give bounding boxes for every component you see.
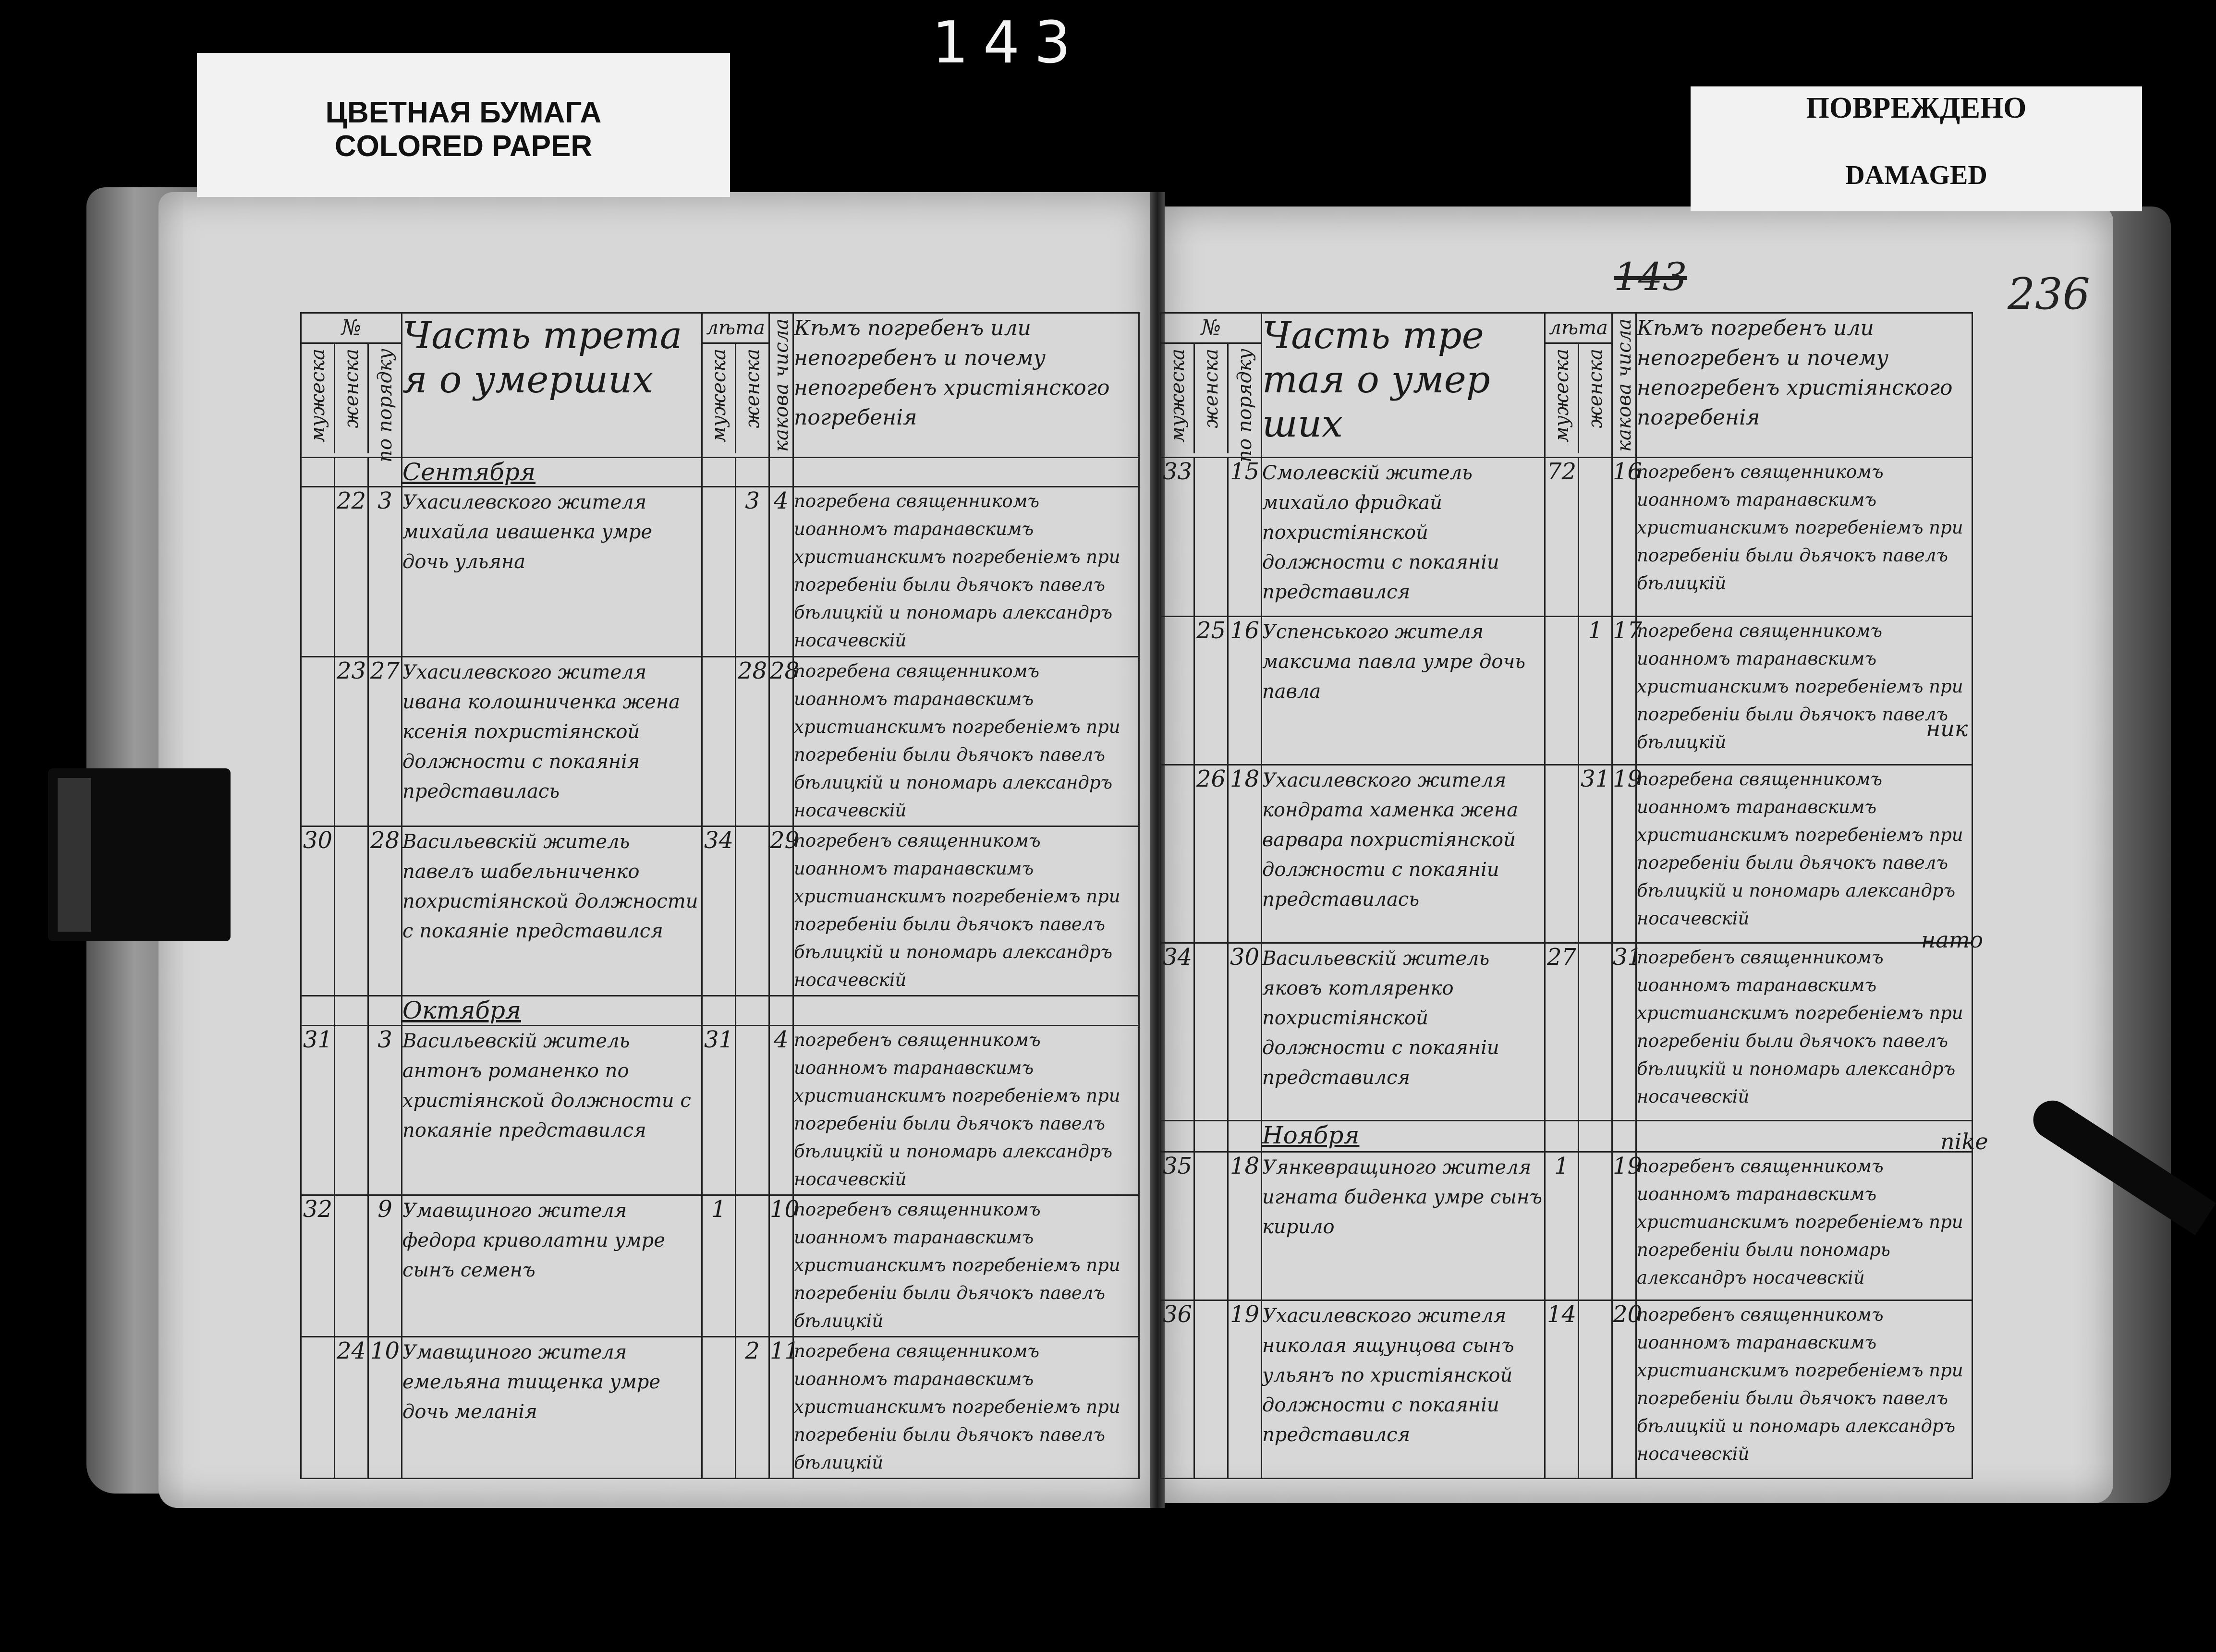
month-cell-no xyxy=(301,457,335,486)
burial-description: погребена священникомъ иоанномъ таранавскимъ христианскимъ погребеніемъ при погребеніи были дьячокъ павелъ бѣлицкій и пономарь александръ носачевскій xyxy=(793,487,1139,656)
burial-header: Кѣмъ погребенъ или непогребенъ и почему непогребенъ христіянского погребенія xyxy=(1636,313,1972,458)
ledger-body-left xyxy=(301,457,1139,1478)
age-female xyxy=(736,1195,769,1337)
month-cell-burial xyxy=(793,457,1139,486)
month-label: Октября xyxy=(402,996,702,1025)
burial-description: погребенъ священникомъ иоанномъ таранавскимъ христианскимъ погребеніемъ при погребеніи были дьячокъ павелъ бѣлицкій и пономарь александръ носачевскій xyxy=(1636,943,1972,1121)
label-left-en: COLORED PAPER xyxy=(334,130,593,163)
month-cell-age xyxy=(736,457,769,486)
female-col-header: женска xyxy=(340,349,363,428)
folio-new-number: 236 xyxy=(2008,269,2090,319)
male-number xyxy=(1161,616,1194,765)
age-male xyxy=(702,1336,736,1478)
label-left-ru: ЦВЕТНАЯ БУМАГА xyxy=(325,96,602,129)
female-number xyxy=(1194,943,1228,1121)
age-female-header: женска xyxy=(1584,349,1607,428)
male-number xyxy=(301,656,335,826)
table-row xyxy=(301,1336,1139,1478)
burial-description: погребена священникомъ иоанномъ таранавскимъ христианскимъ погребеніемъ при погребеніи были дьячокъ павелъ бѣлицкій и пономарь александръ носачевскій xyxy=(1636,765,1972,943)
male-number xyxy=(1161,765,1194,943)
order-number: 18 xyxy=(1228,765,1262,943)
label-right-ru: ПОВРЕЖДЕНО xyxy=(1806,92,2027,124)
burial-description: погребена священникомъ иоанномъ таранавскимъ христианскимъ погребеніемъ при погребеніи были дьячокъ павелъ бѣлицкій xyxy=(793,1336,1139,1478)
order-number: 28 xyxy=(368,826,402,996)
male-number: 34 xyxy=(1161,943,1194,1121)
burial-date: 4 xyxy=(769,487,793,656)
burial-description: погребенъ священникомъ иоанномъ таранавскимъ христианскимъ погребеніемъ при погребеніи были дьячокъ павелъ бѣлицкій и пономарь александръ носачевскій xyxy=(1636,1300,1972,1479)
folio-old-number: 143 xyxy=(1614,255,1687,299)
label-right-en: DAMAGED xyxy=(1845,160,1987,190)
burial-description: погребена священникомъ иоанномъ таранавскимъ христианскимъ погребеніемъ при погребеніи были дьячокъ павелъ бѣлицкій xyxy=(1636,616,1972,765)
female-col-header: женска xyxy=(1200,349,1222,428)
colored-paper-label xyxy=(197,53,730,197)
table-row xyxy=(1161,616,1972,765)
age-female xyxy=(1579,1152,1612,1300)
table-row xyxy=(301,487,1139,656)
ledger-table-left xyxy=(300,312,1140,1479)
male-col-header: мужеска xyxy=(1166,349,1189,443)
table-row xyxy=(1161,1300,1972,1479)
number-header xyxy=(301,313,402,462)
female-number: 22 xyxy=(335,487,368,656)
number-symbol: № xyxy=(1161,314,1261,344)
burial-description: погребенъ священникомъ иоанномъ таранавскимъ христианскимъ погребеніемъ при погребеніи были дьячокъ павелъ бѣлицкій и пономарь александръ носачевскій xyxy=(793,826,1139,996)
age-male xyxy=(702,656,736,826)
month-cell-date xyxy=(769,457,793,486)
male-col-header: мужеска xyxy=(306,349,329,443)
age-female: 3 xyxy=(736,487,769,656)
burial-date: 16 xyxy=(1612,457,1636,616)
age-male: 1 xyxy=(702,1195,736,1337)
burial-date: 29 xyxy=(769,826,793,996)
month-cell-age xyxy=(1579,1121,1612,1152)
age-female: 31 xyxy=(1579,765,1612,943)
month-label: Сентября xyxy=(402,457,702,486)
month-cell-no xyxy=(335,457,368,486)
month-cell-burial xyxy=(793,996,1139,1025)
order-number: 10 xyxy=(368,1336,402,1478)
age-female xyxy=(1579,943,1612,1121)
damaged-label xyxy=(1691,86,2142,211)
order-number: 30 xyxy=(1228,943,1262,1121)
deceased-description: Васильевскій житель павелъ шабельниченко похристіянской должности с покаяніе представился xyxy=(402,826,702,996)
burial-date: 28 xyxy=(769,656,793,826)
male-number: 30 xyxy=(301,826,335,996)
male-number: 35 xyxy=(1161,1152,1194,1300)
month-cell-date xyxy=(769,996,793,1025)
age-female-header: женска xyxy=(741,349,764,428)
male-number: 32 xyxy=(301,1195,335,1337)
ledger-body-right xyxy=(1161,457,1972,1478)
age-male: 1 xyxy=(1545,1152,1579,1300)
age-male-header: мужеска xyxy=(707,349,730,443)
age-male xyxy=(1545,765,1579,943)
male-number: 36 xyxy=(1161,1300,1194,1479)
month-cell-no xyxy=(1228,1121,1262,1152)
month-cell-age xyxy=(702,996,736,1025)
burial-description: погребена священникомъ иоанномъ таранавскимъ христианскимъ погребеніемъ при погребеніи были дьячокъ павелъ бѣлицкій и пономарь александръ носачевскій xyxy=(793,656,1139,826)
female-number xyxy=(335,1025,368,1195)
burial-description: погребенъ священникомъ иоанномъ таранавскимъ христианскимъ погребеніемъ при погребеніи были дьячокъ павелъ бѣлицкій xyxy=(793,1195,1139,1337)
page-number: 143 xyxy=(932,10,1085,76)
age-female xyxy=(736,826,769,996)
number-symbol: № xyxy=(302,314,401,344)
burial-description: погребенъ священникомъ иоанномъ таранавскимъ христианскимъ погребеніемъ при погребеніи были дьячокъ павелъ бѣлицкій и пономарь александръ носачевскій xyxy=(793,1025,1139,1195)
order-number: 3 xyxy=(368,487,402,656)
age-female: 1 xyxy=(1579,616,1612,765)
month-cell-no xyxy=(301,996,335,1025)
month-cell-no xyxy=(335,996,368,1025)
ledger-table-right xyxy=(1160,312,1973,1479)
table-row xyxy=(301,1195,1139,1337)
female-number xyxy=(335,1195,368,1337)
male-number xyxy=(301,487,335,656)
table-row xyxy=(1161,1152,1972,1300)
deceased-description: Успенського жителя максима павла умре дочь павла xyxy=(1262,616,1545,765)
order-number: 16 xyxy=(1228,616,1262,765)
margin-note: нато xyxy=(1921,927,1984,953)
female-number: 26 xyxy=(1194,765,1228,943)
age-female: 2 xyxy=(736,1336,769,1478)
table-row xyxy=(1161,943,1972,1121)
deceased-description: Ухасилевского жителя кондрата хаменка жена варвара похристіянской должности с покаяніи представилась xyxy=(1262,765,1545,943)
female-number xyxy=(335,826,368,996)
number-header xyxy=(1161,313,1262,462)
age-male xyxy=(702,487,736,656)
burial-date: 20 xyxy=(1612,1300,1636,1479)
female-number: 24 xyxy=(335,1336,368,1478)
order-number: 9 xyxy=(368,1195,402,1337)
order-number: 3 xyxy=(368,1025,402,1195)
age-label: лѣта xyxy=(703,314,768,344)
age-male: 31 xyxy=(702,1025,736,1195)
order-number: 15 xyxy=(1228,457,1262,616)
male-number: 31 xyxy=(301,1025,335,1195)
deceased-description: Васильевскій житель яковъ котляренко похристіянской должности с покаяніи представился xyxy=(1262,943,1545,1121)
margin-note: ник xyxy=(1926,716,1968,741)
order-number: 27 xyxy=(368,656,402,826)
month-cell-no xyxy=(1161,1121,1194,1152)
age-female xyxy=(1579,457,1612,616)
order-col-header: по порядку xyxy=(374,349,396,462)
female-number: 25 xyxy=(1194,616,1228,765)
month-label: Ноября xyxy=(1262,1121,1545,1152)
month-cell-burial xyxy=(1636,1121,1972,1152)
month-cell-no xyxy=(1194,1121,1228,1152)
month-cell-age xyxy=(736,996,769,1025)
burial-date: 17 xyxy=(1612,616,1636,765)
age-male: 72 xyxy=(1545,457,1579,616)
date-header xyxy=(769,313,793,458)
female-number xyxy=(1194,457,1228,616)
binder-clip-tab xyxy=(58,778,91,932)
deceased-description: Васильевскій житель антонъ романенко по христіянской должности с покаяніе представился xyxy=(402,1025,702,1195)
burial-description: погребенъ священникомъ иоанномъ таранавскимъ христианскимъ погребеніемъ при погребеніи были дьячокъ павелъ бѣлицкій xyxy=(1636,457,1972,616)
order-number: 18 xyxy=(1228,1152,1262,1300)
male-number: 33 xyxy=(1161,457,1194,616)
deceased-description: Ухасилевского жителя николая ящунцова сынъ ульянъ по христіянской должности с покаяніи представился xyxy=(1262,1300,1545,1479)
table-row xyxy=(301,656,1139,826)
order-col-header: по порядку xyxy=(1233,349,1256,462)
female-number xyxy=(1194,1152,1228,1300)
age-female: 28 xyxy=(736,656,769,826)
table-row xyxy=(1161,765,1972,943)
burial-date: 19 xyxy=(1612,765,1636,943)
title-header: Часть тре тая о умер ших xyxy=(1262,313,1545,458)
female-number xyxy=(1194,1300,1228,1479)
table-row xyxy=(1161,457,1972,616)
age-label: лѣта xyxy=(1546,314,1611,344)
deceased-description: Ухасилевского жителя ивана колошниченка жена ксенія похристіянской должности с покаянія представилась xyxy=(402,656,702,826)
burial-date: 11 xyxy=(769,1336,793,1478)
date-col-header: какова числа xyxy=(770,318,792,452)
age-male xyxy=(1545,616,1579,765)
table-row xyxy=(301,1025,1139,1195)
male-number xyxy=(301,1336,335,1478)
age-male: 34 xyxy=(702,826,736,996)
age-male: 14 xyxy=(1545,1300,1579,1479)
deceased-description: Умавщиного жителя емельяна тищенка умре дочь меланія xyxy=(402,1336,702,1478)
burial-description: погребенъ священникомъ иоанномъ таранавскимъ христианскимъ погребеніемъ при погребеніи были пономарь александръ носачевскій xyxy=(1636,1152,1972,1300)
title-header: Часть трета я о умерших xyxy=(402,313,702,458)
month-row xyxy=(1161,1121,1972,1152)
deceased-description: Смолевскій житель михайло фридкай похристіянской должности с покаяніи представился xyxy=(1262,457,1545,616)
age-male-header: мужеска xyxy=(1550,349,1573,443)
age-female xyxy=(1579,1300,1612,1479)
female-number: 23 xyxy=(335,656,368,826)
table-row xyxy=(301,826,1139,996)
month-row xyxy=(301,996,1139,1025)
deceased-description: Умавщиного жителя федора криволатни умре сынъ семенъ xyxy=(402,1195,702,1337)
deceased-description: Уянкевращиного жителя игната биденка умре сынъ кирило xyxy=(1262,1152,1545,1300)
date-header xyxy=(1612,313,1636,458)
burial-header: Кѣмъ погребенъ или непогребенъ и почему непогребенъ христіянского погребенія xyxy=(793,313,1139,458)
month-cell-no xyxy=(368,996,402,1025)
age-male: 27 xyxy=(1545,943,1579,1121)
burial-date: 31 xyxy=(1612,943,1636,1121)
age-female xyxy=(736,1025,769,1195)
deceased-description: Ухасилевского жителя михайла ивашенка умре дочь ульяна xyxy=(402,487,702,656)
month-row xyxy=(301,457,1139,486)
month-cell-date xyxy=(1612,1121,1636,1152)
burial-date: 10 xyxy=(769,1195,793,1337)
order-number: 19 xyxy=(1228,1300,1262,1479)
margin-note: nike xyxy=(1940,1129,1988,1154)
age-header xyxy=(1545,313,1612,458)
month-cell-age xyxy=(1545,1121,1579,1152)
month-cell-age xyxy=(702,457,736,486)
burial-date: 19 xyxy=(1612,1152,1636,1300)
date-col-header: какова числа xyxy=(1613,318,1635,452)
burial-date: 4 xyxy=(769,1025,793,1195)
age-header xyxy=(702,313,769,458)
